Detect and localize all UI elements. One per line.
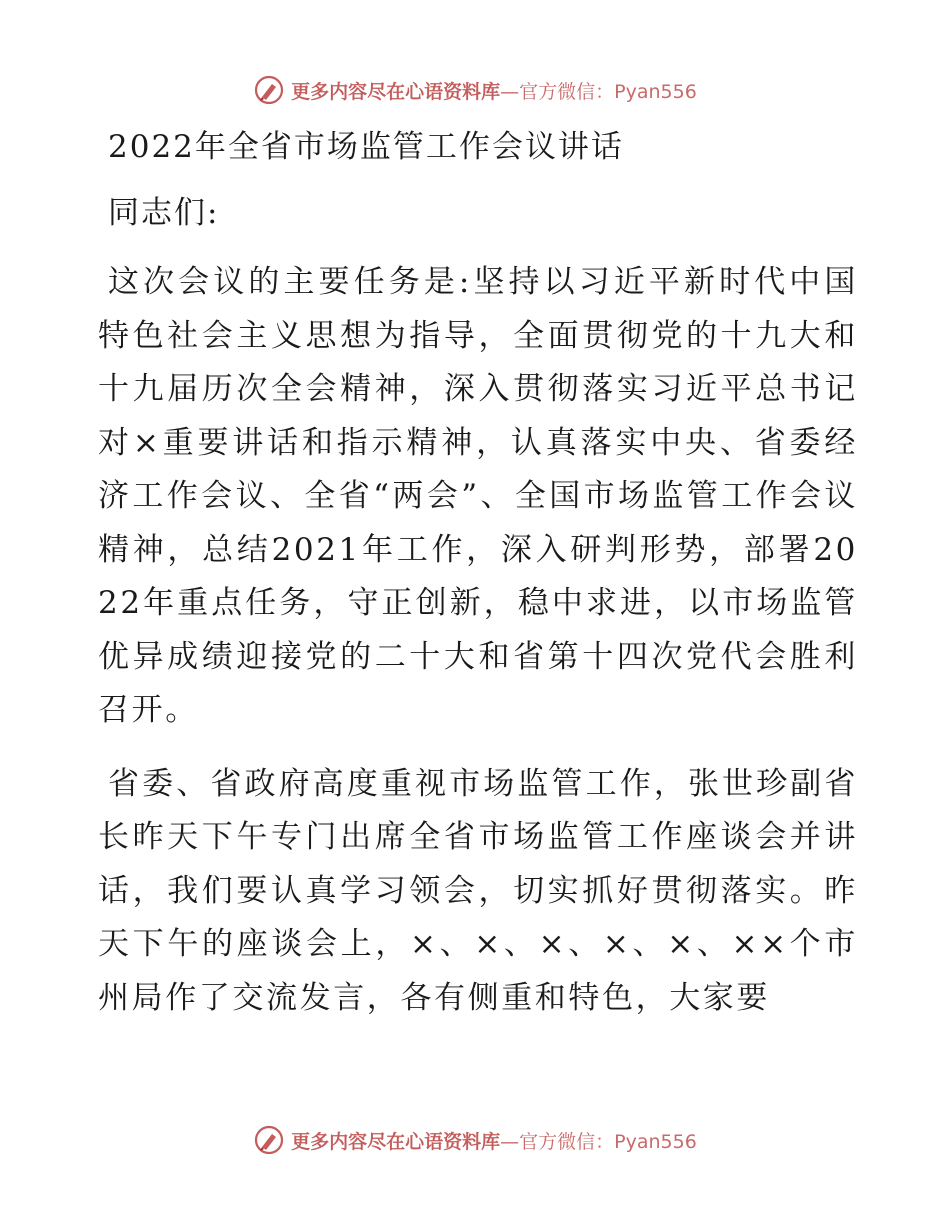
paragraph-2: 省委、省政府高度重视市场监管工作，张世珍副省长昨天下午专门出席全省市场监管工作座谈会并讲话，我们要认真学习领会，切实抓好贯彻落实。昨天下午的座谈会上，×、×、×、×、×、××个市州局作了交流发言，各有侧重和特色，大家要: [98, 765, 858, 1016]
document-title: 2022年全省市场监管工作会议讲话: [108, 129, 624, 165]
greeting: 同志们:: [108, 195, 220, 231]
watermark-right-text: —官方微信：Pyan556: [500, 80, 697, 103]
pen-nib-circle-icon: [253, 1124, 285, 1156]
watermark-left-text: 更多内容尽在心语资料库: [291, 1130, 501, 1153]
watermark-left-text: 更多内容尽在心语资料库: [291, 80, 501, 103]
watermark-right-text: —官方微信：Pyan556: [500, 1130, 697, 1153]
paragraph-1: 这次会议的主要任务是:坚持以习近平新时代中国特色社会主义思想为指导，全面贯彻党的十九大和十九届历次全会精神，深入贯彻落实习近平总书记对×重要讲话和指示精神，认真落实中央、省委经济工作会议、全省“两会”、全国市场监管工作会议精神，总结2021年工作，深入研判形势，部署2022年重点任务，守正创新，稳中求进，以市场监管优异成绩迎接党的二十大和省第十四次党代会胜利召开。: [98, 264, 858, 728]
footer-watermark: [0, 1120, 950, 1160]
header-watermark: [0, 70, 950, 110]
pen-nib-circle-icon: [253, 74, 285, 106]
document-body: [98, 122, 858, 1045]
